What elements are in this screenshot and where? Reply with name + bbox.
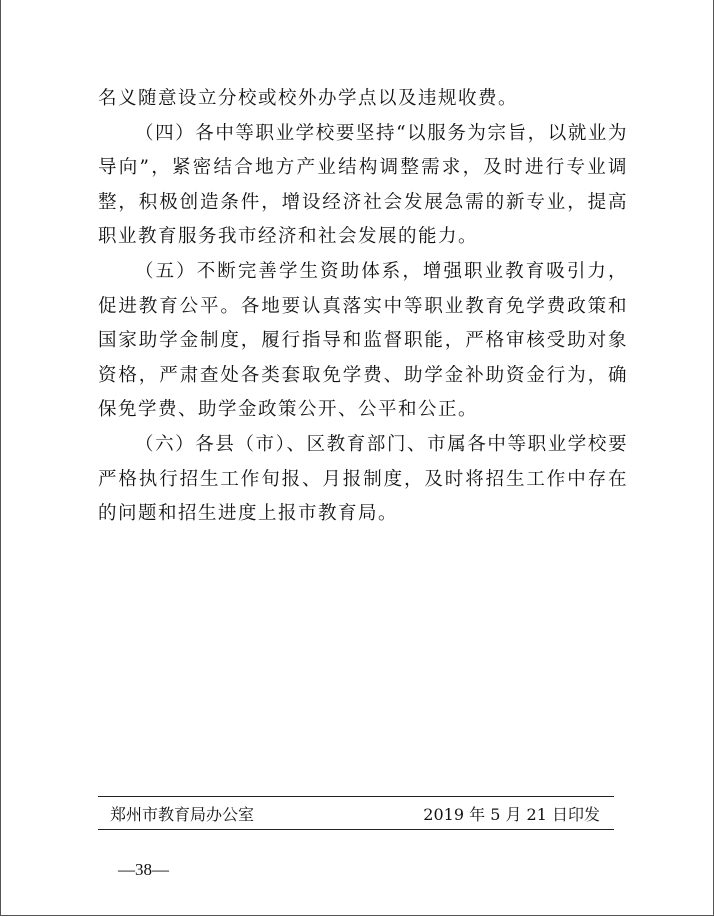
paragraph-continuation: 名义随意设立分校或校外办学点以及违规收费。 xyxy=(98,88,519,109)
paragraph-item-4: （四）各中等职业学校要坚持“以服务为宗旨，以就业为导向”，紧密结合地方产业结构调整需求，及时进行专业调整，积极创造条件，增设经济社会发展急需的新专业，提高职业教育服务我市经济和社会发展的能力。 xyxy=(98,122,628,248)
paragraph-item-5: （五）不断完善学生资助体系，增强职业教育吸引力，促进教育公平。各地要认真落实中等职业教育免学费政策和国家助学金制度，履行指导和监督职能，严格审核受助对象资格，严肃查处各类套取免学费、助学金补助资金行为，确保免学费、助学金政策公开、公平和公正。 xyxy=(98,260,628,421)
paragraph-item-6: （六）各县（市）、区教育部门、市属各中等职业学校要严格执行招生工作旬报、月报制度，及时将招生工作中存在的问题和招生进度上报市教育局。 xyxy=(98,433,628,525)
page-number: —38— xyxy=(118,860,169,879)
issuance-footer xyxy=(98,796,614,830)
issuer-name: 郑州市教育局办公室 xyxy=(110,804,255,824)
document-body xyxy=(98,82,628,532)
issue-date: 2019 年 5 月 21 日印发 xyxy=(423,804,600,824)
